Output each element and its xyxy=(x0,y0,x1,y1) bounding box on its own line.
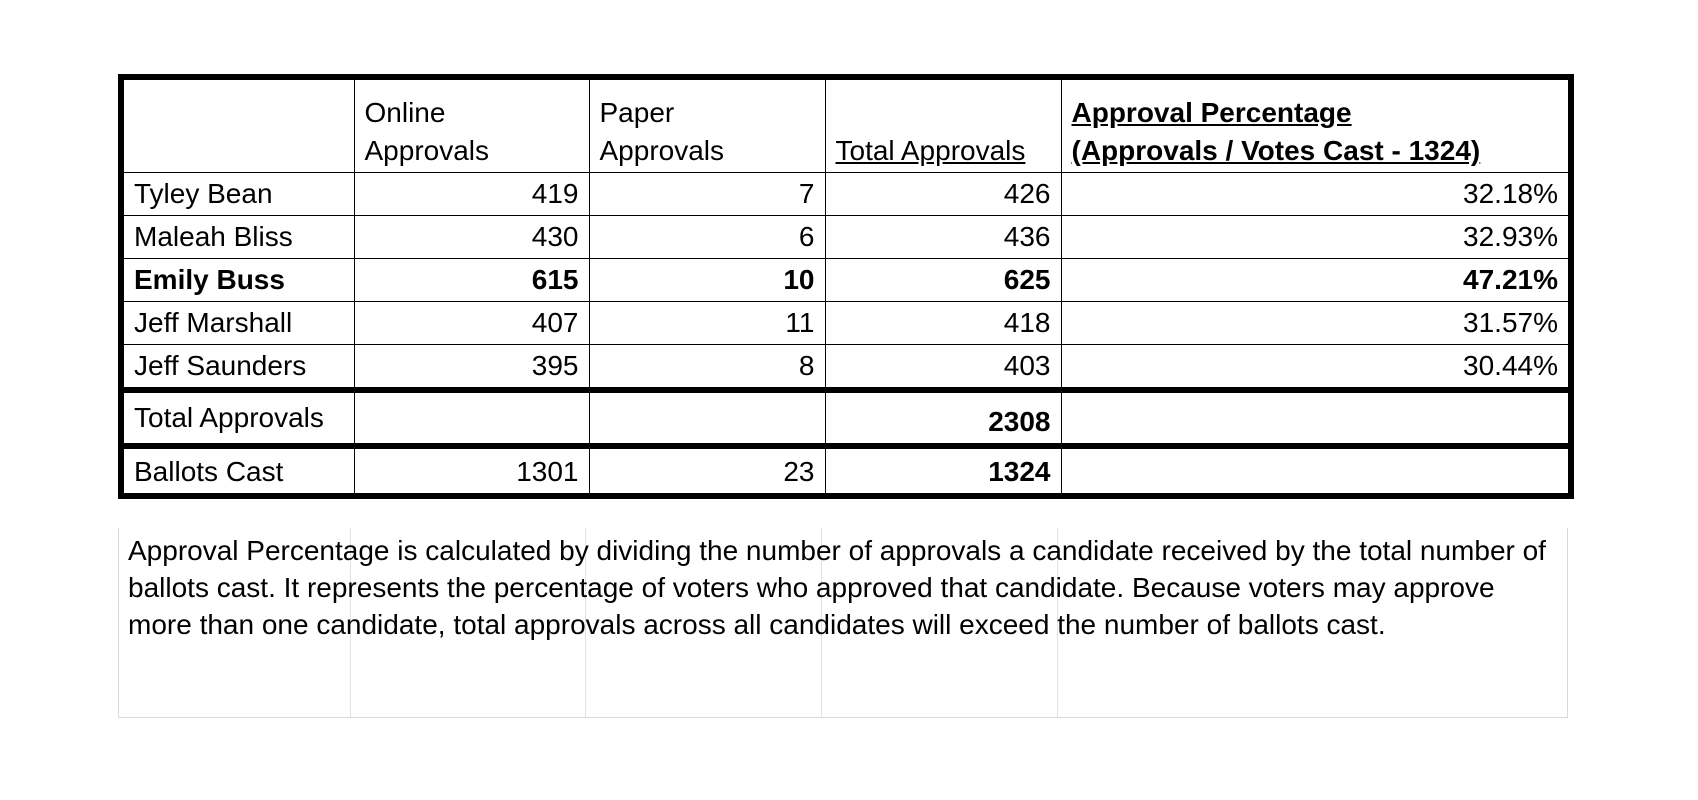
header-paper-approvals[interactable]: Paper Approvals xyxy=(589,77,825,173)
candidate-name-cell[interactable]: Emily Buss xyxy=(121,259,354,302)
ballots-total-cell[interactable]: 1324 xyxy=(825,446,1061,496)
header-row xyxy=(121,77,1571,173)
total-approvals-label[interactable]: Total Approvals xyxy=(121,390,354,446)
candidate-name-cell[interactable]: Jeff Saunders xyxy=(121,345,354,391)
paper-approvals-cell[interactable]: 11 xyxy=(589,302,825,345)
total-approvals-cell[interactable]: 403 xyxy=(825,345,1061,391)
candidate-name-cell[interactable]: Maleah Bliss xyxy=(121,216,354,259)
explanation-note-cell[interactable] xyxy=(118,528,1568,718)
total-approvals-cell[interactable]: 436 xyxy=(825,216,1061,259)
online-approvals-cell[interactable]: 615 xyxy=(354,259,589,302)
results-sheet xyxy=(118,74,1568,499)
explanation-note-text: Approval Percentage is calculated by dividing the number of approvals a candidate received by the total number of ballots cast. It represents the percentage of voters who approved that candidate. Because voters may approve more than one candidate, total approvals across all candidates will exceed the number of ballots cast. xyxy=(128,535,1546,640)
approval-percentage-cell[interactable]: 47.21% xyxy=(1061,259,1571,302)
header-online-approvals[interactable]: Online Approvals xyxy=(354,77,589,173)
total-approvals-cell[interactable]: 625 xyxy=(825,259,1061,302)
table-row xyxy=(121,173,1571,216)
approval-percentage-cell[interactable]: 31.57% xyxy=(1061,302,1571,345)
total-approvals-cell[interactable]: 418 xyxy=(825,302,1061,345)
header-approval-percentage[interactable]: Approval Percentage (Approvals / Votes Cast - 1324) xyxy=(1061,77,1571,173)
header-blank-cell[interactable] xyxy=(121,77,354,173)
total-approvals-cell[interactable]: 426 xyxy=(825,173,1061,216)
table-row xyxy=(121,345,1571,391)
table-row xyxy=(121,302,1571,345)
paper-approvals-cell[interactable]: 6 xyxy=(589,216,825,259)
online-approvals-cell[interactable]: 395 xyxy=(354,345,589,391)
table-row-winner xyxy=(121,259,1571,302)
ballots-paper-cell[interactable]: 23 xyxy=(589,446,825,496)
total-approvals-value[interactable]: 2308 xyxy=(825,390,1061,446)
approval-results-table xyxy=(118,74,1574,499)
table-row xyxy=(121,216,1571,259)
total-row-online-cell[interactable] xyxy=(354,390,589,446)
total-row-paper-cell[interactable] xyxy=(589,390,825,446)
approval-percentage-cell[interactable]: 32.18% xyxy=(1061,173,1571,216)
online-approvals-cell[interactable]: 430 xyxy=(354,216,589,259)
header-total-approvals[interactable]: Total Approvals xyxy=(825,77,1061,173)
total-row-percentage-cell[interactable] xyxy=(1061,390,1571,446)
approval-percentage-cell[interactable]: 30.44% xyxy=(1061,345,1571,391)
ballots-online-cell[interactable]: 1301 xyxy=(354,446,589,496)
paper-approvals-cell[interactable]: 8 xyxy=(589,345,825,391)
paper-approvals-cell[interactable]: 10 xyxy=(589,259,825,302)
candidate-name-cell[interactable]: Jeff Marshall xyxy=(121,302,354,345)
ballots-cast-label[interactable]: Ballots Cast xyxy=(121,446,354,496)
ballots-percentage-cell[interactable] xyxy=(1061,446,1571,496)
online-approvals-cell[interactable]: 407 xyxy=(354,302,589,345)
candidate-name-cell[interactable]: Tyley Bean xyxy=(121,173,354,216)
online-approvals-cell[interactable]: 419 xyxy=(354,173,589,216)
total-approvals-row xyxy=(121,390,1571,446)
ballots-cast-row xyxy=(121,446,1571,496)
paper-approvals-cell[interactable]: 7 xyxy=(589,173,825,216)
approval-percentage-cell[interactable]: 32.93% xyxy=(1061,216,1571,259)
